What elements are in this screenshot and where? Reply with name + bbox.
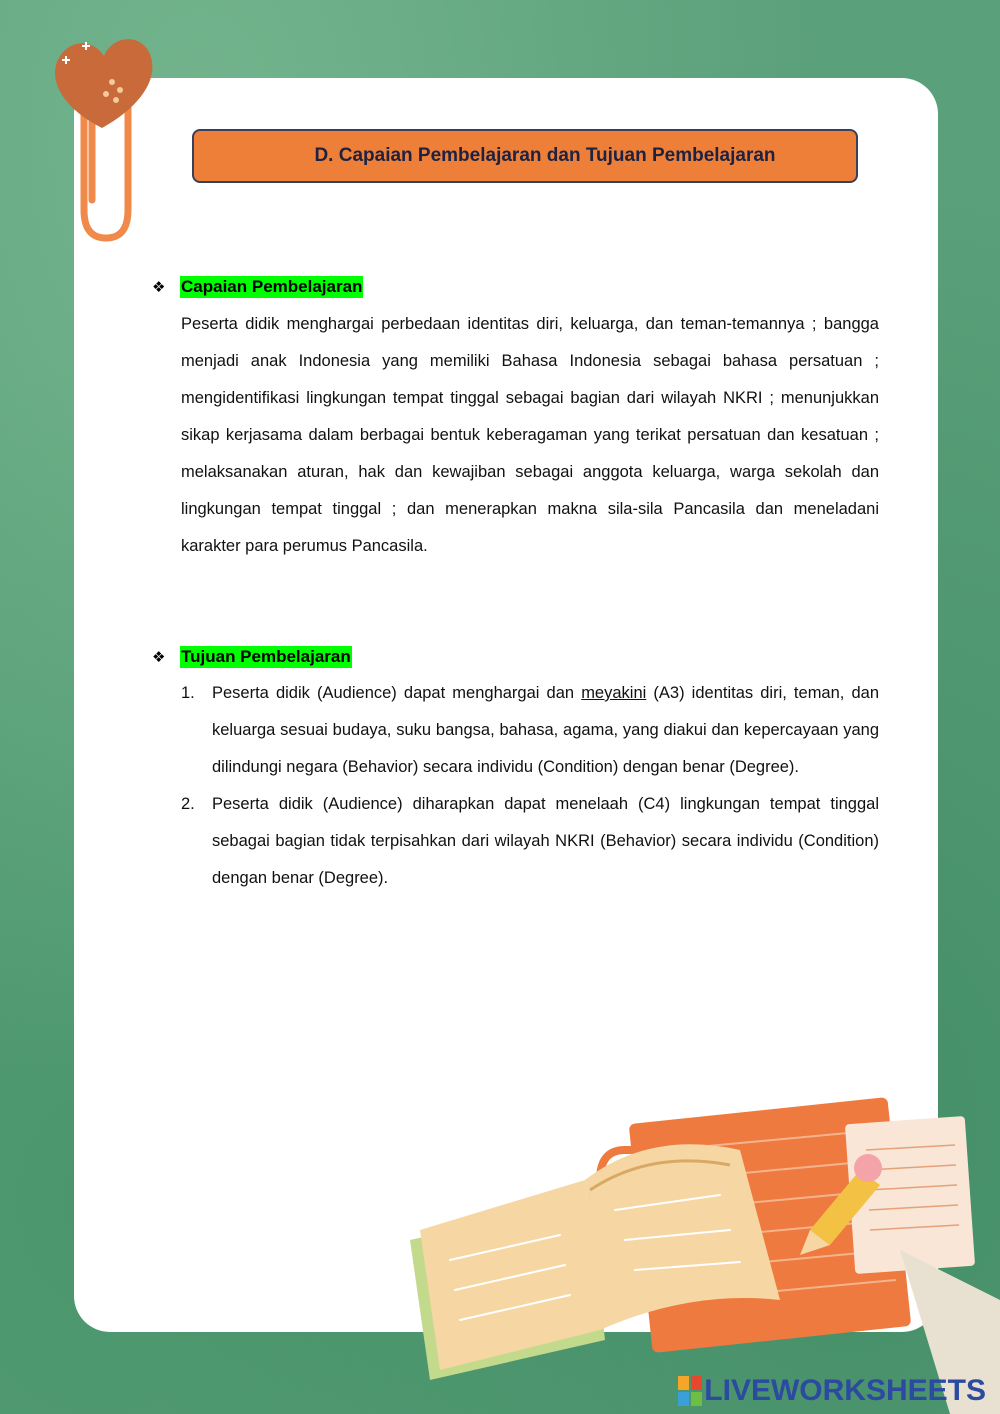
book-illustration-icon (410, 1097, 1000, 1414)
capaian-paragraph: Peserta didik menghargai perbedaan identitas diri, keluarga, dan teman-temannya ; bangga menjadi anak Indonesia yang memiliki Bahasa Indonesia sebagai bahasa persatuan ; mengidentifikasi lingkungan tempat tinggal sebagai bagian dari wilayah NKRI ; menunjukkan sikap kerjasama dalam berbagai bentuk keberagaman yang terikat persatuan dan kesatuan ; melaksanakan aturan, hak dan kewajiban sebagai anggota keluarga, warga sekolah dan lingkungan tempat tinggal ; dan menerapkan makna sila-sila Pancasila dan meneladani karakter para perumus Pancasila. (181, 315, 879, 555)
section-heading-capaian (152, 276, 363, 298)
page-title: D. Capaian Pembelajaran dan Tujuan Pembelajaran (314, 145, 776, 166)
liveworksheets-logo-icon (678, 1376, 702, 1406)
list-item (181, 786, 879, 897)
list-text: Peserta didik (Audience) diharapkan dapat menelaah (C4) lingkungan tempat tinggal sebagai bagian tidak terpisahkan dari wilayah NKRI (Behavior) secara individu (Condition) dengan benar (Degree). (212, 795, 879, 887)
list-text: Peserta didik (Audience) dapat menghargai dan (212, 684, 582, 702)
list-number: 2. (181, 795, 195, 813)
tujuan-list (181, 675, 879, 897)
watermark (678, 1374, 986, 1408)
section-heading-label: Tujuan Pembelajaran (181, 647, 351, 666)
diamond-bullet-icon: ❖ (152, 648, 166, 666)
section-heading-label: Capaian Pembelajaran (181, 277, 363, 296)
title-banner (192, 129, 858, 183)
list-item (181, 675, 879, 786)
underlined-word: meyakini (581, 684, 647, 702)
list-number: 1. (181, 684, 195, 702)
watermark-text: LIVEWORKSHEETS (704, 1374, 986, 1407)
heart-icon (55, 39, 152, 128)
section-heading-tujuan (152, 646, 352, 668)
diamond-bullet-icon: ❖ (152, 278, 166, 296)
list-text: (A3) identitas diri, teman, dan keluarga sesuai budaya, suku bangsa, bahasa, agama, yang diakui dan kepercayaan yang dilindungi negara (Behavior) secara individu (Condition) dengan benar (Degree). (212, 684, 880, 776)
